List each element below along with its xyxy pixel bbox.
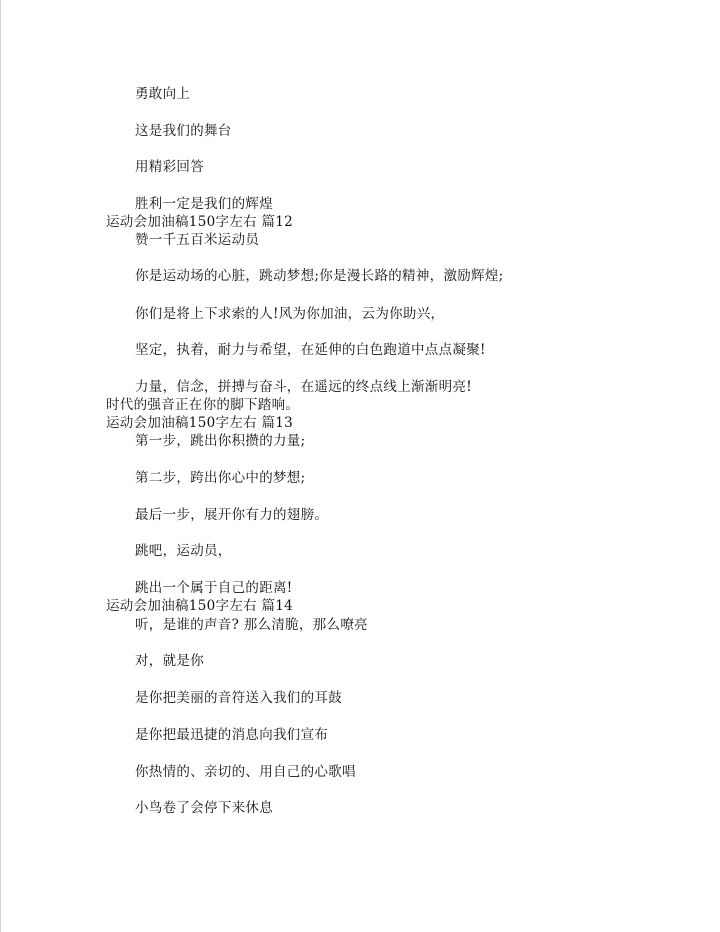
text-line: 最后一步，展开你有力的翅膀。 <box>135 507 329 523</box>
text-line: 第二步，跨出你心中的梦想; <box>135 470 306 486</box>
section-heading: 运动会加油稿150字左右 篇13 <box>106 415 294 431</box>
text-line: 勇敢向上 <box>135 86 191 102</box>
section-heading: 运动会加油稿150字左右 篇14 <box>106 598 294 614</box>
text-line: 这是我们的舞台 <box>135 123 232 139</box>
text-line: 听，是谁的声音? 那么清脆，那么嘹亮 <box>135 617 368 633</box>
text-line: 时代的强音正在你的脚下踏响。 <box>106 397 300 413</box>
text-line: 胜利一定是我们的辉煌 <box>135 196 273 212</box>
section-heading: 运动会加油稿150字左右 篇12 <box>106 214 294 230</box>
text-line: 小鸟卷了会停下来休息 <box>135 800 273 816</box>
text-line: 坚定，执着，耐力与希望，在延伸的白色跑道中点点凝聚! <box>135 342 486 358</box>
text-line: 你热情的、亲切的、用自己的心歌唱 <box>135 764 356 780</box>
text-line: 是你把最迅捷的消息向我们宣布 <box>135 727 329 743</box>
text-line: 跳出一个属于自己的距离! <box>135 580 293 596</box>
text-line: 你们是将上下求索的人!风为你加油，云为你助兴， <box>135 306 445 322</box>
text-line: 你是运动场的心脏，跳动梦想;你是漫长路的精神，激励辉煌; <box>135 268 504 284</box>
text-line: 第一步，跳出你积攒的力量; <box>135 433 306 449</box>
text-line: 用精彩回答 <box>135 159 204 175</box>
text-line: 力量，信念，拼搏与奋斗，在遥远的终点线上渐渐明亮! <box>135 379 472 395</box>
text-line: 赞一千五百米运动员 <box>135 232 260 248</box>
text-line: 对，就是你 <box>135 653 204 669</box>
text-line: 是你把美丽的音符送入我们的耳鼓 <box>135 690 342 706</box>
text-line: 跳吧，运动员， <box>135 543 232 559</box>
